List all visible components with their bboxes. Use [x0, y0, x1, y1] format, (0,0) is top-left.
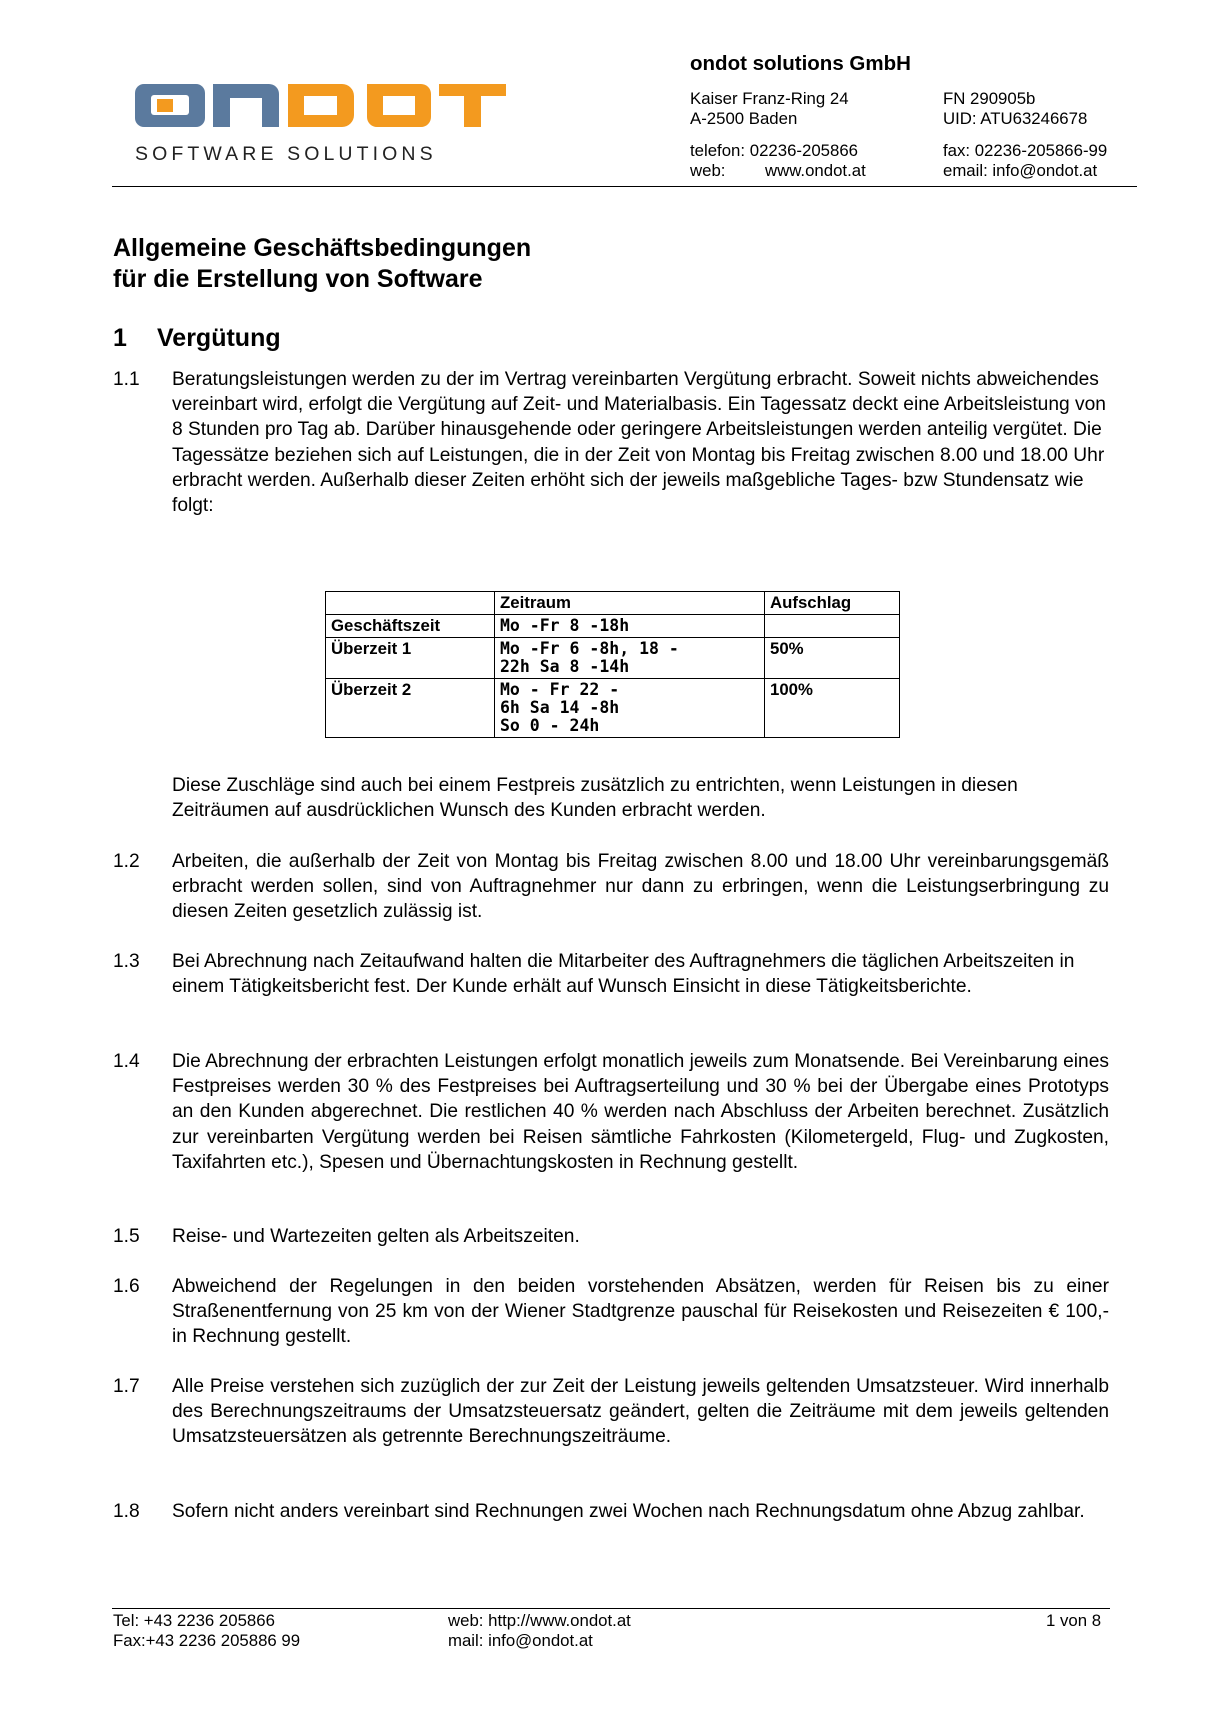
table-row — [326, 615, 900, 638]
clause-1-3 — [113, 949, 1109, 999]
clause-text: Arbeiten, die außerhalb der Zeit von Montag bis Freitag zwischen 8.00 und 18.00 Uhr vereinbarungsgemäß erbracht werden sollen, sind von Auftragnehmer nur dann zu erbringen, wenn die Leistungserbringung zu diesen Zeiten gesetzlich zulässig ist. — [172, 851, 1109, 923]
telefon-label: telefon: — [690, 141, 746, 160]
title-line: für die Erstellung von Software — [113, 265, 483, 293]
footer-phone — [113, 1611, 300, 1651]
zeitraum-cell — [495, 679, 765, 738]
aufschlag-cell: 50% — [765, 638, 900, 679]
section-heading — [113, 324, 281, 353]
footer-divider — [112, 1608, 1110, 1609]
telefon-line — [690, 141, 866, 161]
clause-1-5 — [113, 1224, 1109, 1249]
clause-number: 1.1 — [113, 369, 140, 390]
clause-1-2 — [113, 849, 1109, 925]
clause-number: 1.7 — [113, 1376, 140, 1397]
section-title: Vergütung — [157, 324, 281, 352]
clause-text: Alle Preise verstehen sich zuzüglich der zur Zeit der Leistung jeweils geltenden Umsatzsteuer. Wird innerhalb des Berechnungszeitraums der Umsatzsteuersatz geändert, gelten die Zeiträume mit dem jeweils geltenden Umsatzsteuersätzen als getrennte Berechnungszeiträume. — [172, 1376, 1109, 1448]
table-header-cell: Aufschlag — [765, 592, 900, 615]
fax-line: fax: 02236-205866-99 — [943, 141, 1108, 160]
table-header-cell: Zeitraum — [495, 592, 765, 615]
section-number: 1 — [113, 324, 127, 352]
clause-number: 1.6 — [113, 1276, 140, 1297]
aufschlag-cell — [765, 615, 900, 638]
email-link[interactable]: email: info@ondot.at — [943, 161, 1098, 180]
page-number: 1 von 8 — [1046, 1611, 1102, 1630]
title-line: Allgemeine Geschäftsbedingungen — [113, 234, 532, 262]
company-logo — [135, 82, 507, 164]
fn-number: FN 290905b — [943, 89, 1036, 108]
company-address — [690, 89, 849, 129]
row-label: Überzeit 1 — [326, 638, 495, 679]
surcharge-table — [325, 591, 900, 738]
company-registration — [943, 89, 1087, 129]
clause-text: Beratungsleistungen werden zu der im Vertrag vereinbarten Vergütung erbracht. Soweit nichts abweichendes vereinbart wird, erfolgt die Vergütung auf Zeit- und Materialbasis. Ein Tagessatz deckt eine Arbeitsleistung von 8 Stunden pro Tag ab. Darüber hinausgehende oder geringere Arbeitsleistungen werden anteilig vergütet. Die Tagessätze beziehen sich auf Leistungen, die in der Zeit von Montag bis Freitag zwischen 8.00 und 18.00 Uhr erbracht werden. Außerhalb dieser Zeiten erhöht sich der jeweils maßgebliche Tages- bzw Stundensatz wie folgt: — [172, 369, 1106, 517]
table-header-cell — [326, 592, 495, 615]
table-row — [326, 638, 900, 679]
row-label: Überzeit 2 — [326, 679, 495, 738]
clause-1-1 — [113, 367, 1113, 518]
header-divider — [112, 186, 1137, 187]
company-contact-2 — [943, 141, 1107, 181]
zeitraum-line: So 0 - 24h — [500, 716, 600, 735]
clause-1-7 — [113, 1374, 1109, 1450]
company-contact — [690, 141, 866, 181]
clause-number: 1.4 — [113, 1051, 140, 1072]
clause-1-4 — [113, 1049, 1109, 1175]
web-line — [690, 161, 866, 181]
zeitraum-line: 6h Sa 14 -8h — [500, 698, 620, 717]
web-label: web: — [690, 161, 726, 180]
footer-tel: Tel: +43 2236 205866 — [113, 1611, 275, 1630]
footer-web-link[interactable]: web: http://www.ondot.at — [448, 1611, 631, 1630]
zeitraum-line: Mo -Fr 6 -8h, 18 - — [500, 639, 679, 658]
clause-number: 1.3 — [113, 951, 140, 972]
clause-text: Die Abrechnung der erbrachten Leistungen erfolgt monatlich jeweils zum Monatsende. Bei Vereinbarung eines Festpreises werden 30 % des Festpreises bei Auftragserteilung und 30 % bei der Übergabe eines Prototyps an den Kunden abgerechnet. Die restlichen 40 % werden nach Abschluss der Arbeiten berechnet. Zusätzlich zur vereinbarten Vergütung werden bei Reisen sämtliche Fahrkosten (Kilometergeld, Flug- und Zugkosten, Taxifahrten etc.), Spesen und Übernachtungskosten in Rechnung gestellt. — [172, 1051, 1109, 1173]
clause-text: Bei Abrechnung nach Zeitaufwand halten die Mitarbeiter des Auftragnehmers die täglichen Arbeitszeiten in einem Tätigkeitsbericht fest. Der Kunde erhält auf Wunsch Einsicht in diese Tätigkeitsberichte. — [172, 951, 1075, 998]
footer-web — [448, 1611, 631, 1651]
clause-number: 1.2 — [113, 851, 140, 872]
zeitraum-line: Mo - Fr 22 - — [500, 680, 620, 699]
clause-1-6 — [113, 1274, 1109, 1350]
table-row — [326, 679, 900, 738]
telefon-value: 02236-205866 — [749, 141, 858, 160]
footer-mail-link[interactable]: mail: info@ondot.at — [448, 1631, 593, 1650]
zeitraum-cell — [495, 615, 765, 638]
web-link[interactable]: www.ondot.at — [765, 161, 866, 180]
address-line: A-2500 Baden — [690, 109, 798, 128]
zeitraum-line: Mo -Fr 8 -18h — [500, 616, 630, 635]
clause-text: Abweichend der Regelungen in den beiden vorstehenden Absätzen, werden für Reisen bis zu einer Straßenentfernung von 25 km von der Wiener Stadtgrenze pauschal für Reisekosten und Reisezeiten € 100,- in Rechnung gestellt. — [172, 1276, 1109, 1348]
footer-fax: Fax:+43 2236 205886 99 — [113, 1631, 301, 1650]
uid-number: UID: ATU63246678 — [943, 109, 1088, 128]
table-header-row — [326, 592, 900, 615]
clause-number: 1.5 — [113, 1226, 140, 1247]
address-line: Kaiser Franz-Ring 24 — [690, 89, 849, 108]
document-title — [113, 233, 531, 295]
clause-1-8 — [113, 1499, 1109, 1524]
clause-text: Sofern nicht anders vereinbart sind Rechnungen zwei Wochen nach Rechnungsdatum ohne Abzug zahlbar. — [172, 1501, 1085, 1522]
aufschlag-cell: 100% — [765, 679, 900, 738]
zeitraum-line: 22h Sa 8 -14h — [500, 657, 630, 676]
surcharge-note: Diese Zuschläge sind auch bei einem Festpreis zusätzlich zu entrichten, wenn Leistungen in diesen Zeiträumen auf ausdrücklichen Wunsch des Kunden erbracht werden. — [172, 775, 1018, 822]
clause-text: Reise- und Wartezeiten gelten als Arbeitszeiten. — [172, 1226, 580, 1247]
logo-subtitle: SOFTWARE SOLUTIONS — [135, 143, 437, 165]
company-name: ondot solutions GmbH — [690, 52, 911, 75]
clause-number: 1.8 — [113, 1501, 140, 1522]
ondot-logo-icon — [135, 82, 507, 132]
row-label: Geschäftszeit — [326, 615, 495, 638]
zeitraum-cell — [495, 638, 765, 679]
